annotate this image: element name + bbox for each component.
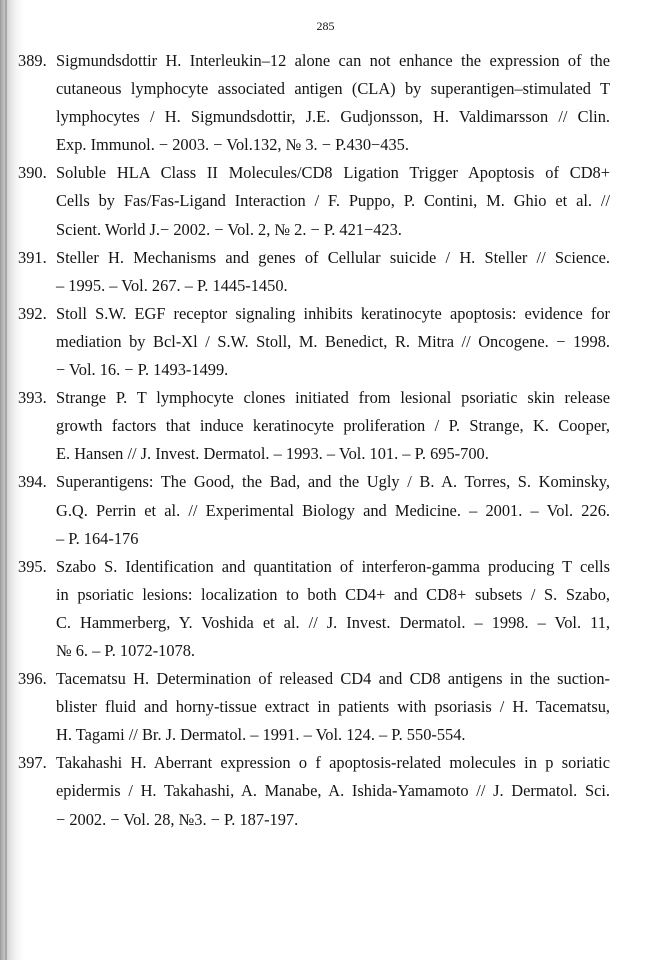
reference-line: Soluble HLA Class II Molecules/CD8 Ligation Trigger Apoptosis of CD8+	[56, 163, 610, 183]
reference-text	[56, 749, 610, 833]
reference-item	[18, 553, 610, 665]
reference-list	[18, 47, 610, 834]
page-number: 285	[316, 19, 335, 33]
reference-text	[56, 384, 610, 468]
reference-line: Superantigens: The Good, the Bad, and the Ugly / B. A. Torres, S. Kominsky,	[56, 472, 610, 492]
reference-item	[18, 384, 610, 468]
reference-line: in psoriatic lesions: localization to both CD4+ and CD8+ subsets / S. Szabo,	[56, 584, 610, 604]
reference-text	[56, 468, 610, 552]
reference-line: Tacematsu H. Determination of released CD4 and CD8 antigens in the suction-	[56, 669, 610, 689]
reference-line: mediation by Bcl-Xl / S.W. Stoll, M. Benedict, R. Mitra // Oncogene. − 1998.	[56, 331, 610, 351]
page-binding-edge	[5, 0, 7, 960]
reference-line: − Vol. 16. − P. 1493-1499.	[56, 360, 229, 380]
reference-line: Szabo S. Identification and quantitation of interferon-gamma producing T cells	[56, 556, 610, 576]
reference-line: Strange P. T lymphocyte clones initiated from lesional psoriatic skin release	[56, 388, 610, 408]
reference-number: 397.	[18, 753, 47, 773]
reference-line: C. Hammerberg, Y. Voshida et al. // J. Invest. Dermatol. – 1998. – Vol. 11,	[56, 612, 610, 632]
reference-line: Steller H. Mechanisms and genes of Cellular suicide / H. Steller // Science.	[56, 247, 610, 267]
reference-number: 389.	[18, 51, 47, 70]
reference-line: lymphocytes / H. Sigmundsdottir, J.E. Gudjonsson, H. Valdimarsson // Clin.	[56, 107, 610, 127]
reference-line: Scient. World J.− 2002. − Vol. 2, № 2. − P. 421−423.	[56, 219, 402, 239]
reference-item	[18, 159, 610, 243]
reference-number: 392.	[18, 303, 47, 323]
reference-line: blister fluid and horny-tissue extract in patients with psoriasis / H. Tacematsu,	[56, 697, 610, 717]
reference-line: growth factors that induce keratinocyte proliferation / P. Strange, K. Cooper,	[56, 416, 610, 436]
reference-line: Takahashi H. Aberrant expression o f apoptosis-related molecules in p soriatic	[56, 753, 610, 773]
reference-line: – 1995. – Vol. 267. – P. 1445-1450.	[56, 275, 288, 295]
reference-line: H. Tagami // Br. J. Dermatol. – 1991. – Vol. 124. – P. 550-554.	[56, 725, 466, 745]
reference-line: G.Q. Perrin et al. // Experimental Biology and Medicine. – 2001. – Vol. 226.	[56, 500, 610, 520]
reference-number: 393.	[18, 388, 47, 408]
reference-line: cutaneous lymphocyte associated antigen (CLA) by superantigen–stimulated T	[56, 79, 610, 99]
reference-number: 390.	[18, 163, 47, 183]
reference-number: 396.	[18, 669, 47, 689]
reference-text	[56, 665, 610, 749]
reference-text	[56, 159, 610, 243]
reference-text	[56, 300, 610, 384]
reference-text	[56, 244, 610, 300]
reference-line: E. Hansen // J. Invest. Dermatol. – 1993. – Vol. 101. – P. 695-700.	[56, 444, 489, 464]
reference-line: Sigmundsdottir H. Interleukin–12 alone can not enhance the expression of the	[56, 51, 610, 70]
reference-item	[18, 47, 610, 159]
reference-text	[56, 553, 610, 665]
reference-line: № 6. – P. 1072-1078.	[56, 640, 196, 660]
reference-line: Cells by Fas/Fas-Ligand Interaction / F. Puppo, P. Contini, M. Ghio et al. //	[56, 191, 610, 211]
reference-line: – P. 164-176	[56, 528, 139, 548]
reference-item	[18, 749, 610, 833]
reference-line: Exp. Immunol. − 2003. − Vol.132, № 3. − P.430−435.	[56, 135, 409, 155]
reference-text	[56, 47, 610, 159]
reference-item	[18, 665, 610, 749]
reference-number: 395.	[18, 556, 47, 576]
reference-line: epidermis / H. Takahashi, A. Manabe, A. Ishida-Yamamoto // J. Dermatol. Sci.	[56, 781, 610, 801]
reference-item	[18, 244, 610, 300]
reference-item	[18, 300, 610, 384]
reference-line: − 2002. − Vol. 28, №3. − P. 187-197.	[56, 809, 299, 829]
reference-line: Stoll S.W. EGF receptor signaling inhibits keratinocyte apoptosis: evidence for	[56, 303, 610, 323]
reference-number: 394.	[18, 472, 47, 492]
reference-item	[18, 468, 610, 552]
reference-number: 391.	[18, 247, 47, 267]
